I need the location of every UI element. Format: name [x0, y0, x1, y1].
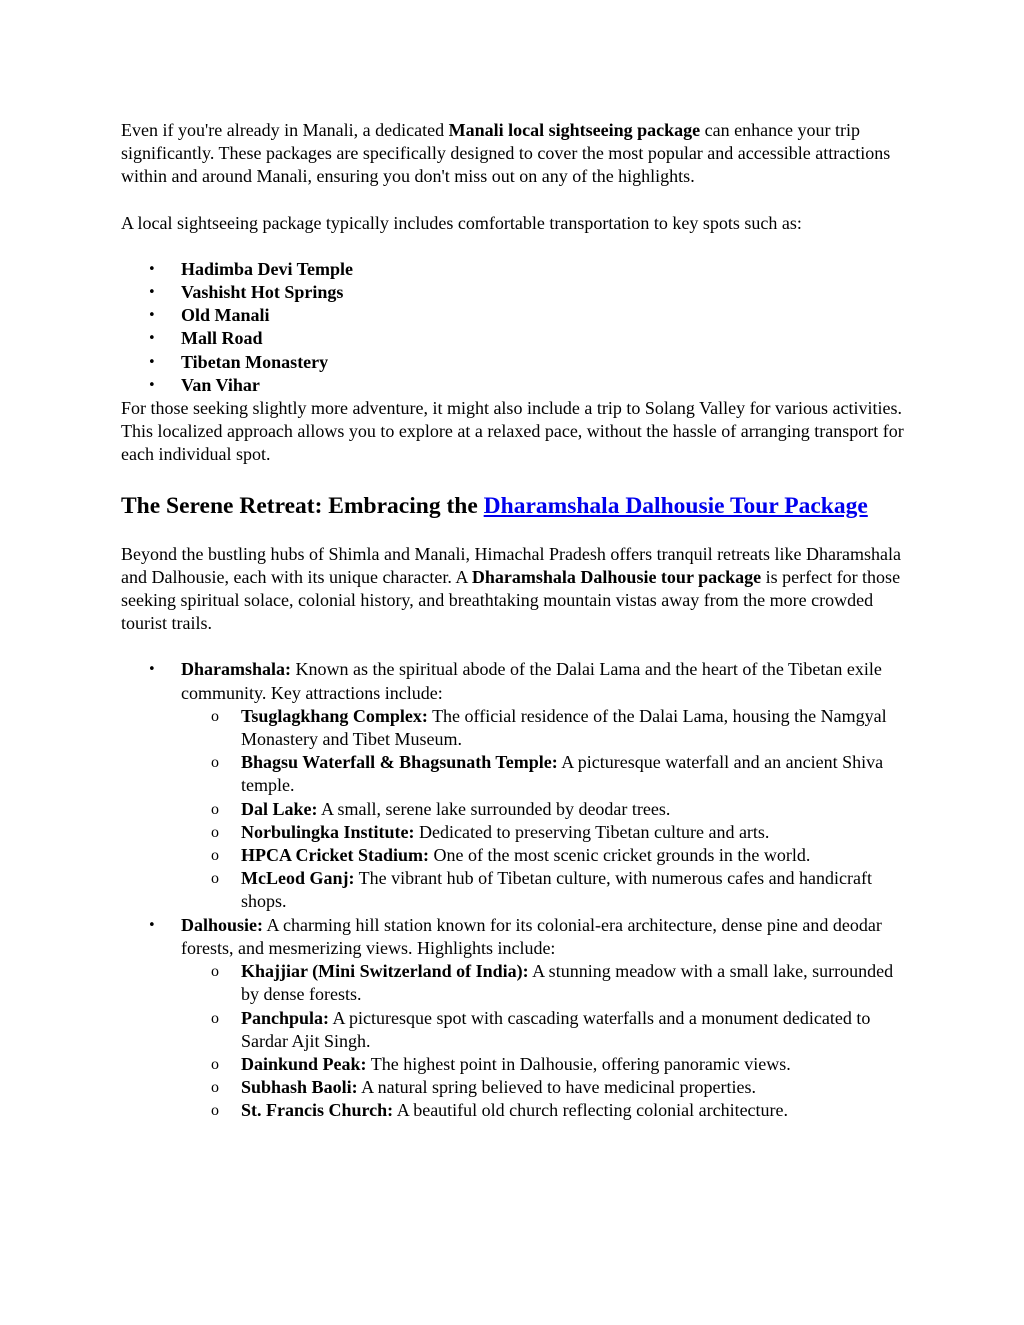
sub-bullet-icon: o — [211, 707, 219, 725]
sub-bullet-icon: o — [211, 847, 219, 865]
list-item: o McLeod Ganj: The vibrant hub of Tibetan culture, with numerous cafes and handicraft shops. — [211, 868, 873, 912]
list-item: • Hadimba Devi Temple — [121, 258, 911, 281]
list-item: o Panchpula: A picturesque spot with cascading waterfalls and a monument dedicated to Sardar Ajit Singh. — [211, 1007, 871, 1051]
sub-bullet-icon: o — [211, 823, 219, 841]
bullet-icon: • — [148, 377, 156, 393]
sub-bullet-icon: o — [211, 1055, 219, 1073]
sub-bullet-icon: o — [211, 870, 219, 888]
attractions-list — [121, 258, 911, 397]
destinations-list — [121, 658, 911, 1122]
retreat-paragraph: Beyond the bustling hubs of Shimla and Manali, Himachal Pradesh offers tranquil retreats like Dharamshala and Dalhousie, each with its unique character. A Dharamshala Dalhousie tour package is perfect for those seeking spiritual solace, colonial history, and breathtaking mountain vistas away from the more crowded tourist trails. — [121, 543, 901, 634]
dharamshala-dalhousie-link[interactable]: Dharamshala Dalhousie Tour Package — [483, 492, 868, 519]
bullet-icon: • — [148, 354, 156, 370]
dharamshala-package-term: Dharamshala Dalhousie tour package — [471, 566, 762, 587]
section-heading: The Serene Retreat: Embracing the Dharamshala Dalhousie Tour Package — [121, 492, 868, 519]
lead-paragraph: A local sightseeing package typically includes comfortable transportation to key spots such as: — [121, 212, 802, 233]
list-item: • Vashisht Hot Springs — [121, 281, 911, 304]
adventure-paragraph: For those seeking slightly more adventure, it might also include a trip to Solang Valley for various activities. This localized approach allows you to explore at a relaxed pace, without the hassle of arranging transport for each individual spot. — [121, 398, 904, 465]
list-item: o Norbulingka Institute: Dedicated to preserving Tibetan culture and arts. — [181, 821, 911, 844]
list-item: o HPCA Cricket Stadium: One of the most scenic cricket grounds in the world. — [181, 844, 911, 867]
list-item: o Subhash Baoli: A natural spring believed to have medicinal properties. — [181, 1076, 911, 1099]
dalhousie-attractions — [181, 960, 911, 1122]
sub-bullet-icon: o — [211, 1009, 219, 1027]
sub-bullet-icon: o — [211, 800, 219, 818]
intro-paragraph: Even if you're already in Manali, a dedicated Manali local sightseeing package can enhance your trip significantly. These packages are specifically designed to cover the most popular and accessible attractions within and around Manali, ensuring you don't miss out on any of the highlights. — [121, 120, 891, 187]
list-item: o Dainkund Peak: The highest point in Dalhousie, offering panoramic views. — [181, 1053, 911, 1076]
list-item: o Bhagsu Waterfall & Bhagsunath Temple: A picturesque waterfall and an ancient Shiva temple. — [211, 752, 884, 796]
bullet-icon: • — [148, 261, 156, 277]
sub-bullet-icon: o — [211, 963, 219, 981]
list-item: • Mall Road — [121, 327, 911, 350]
list-item: o Tsuglagkhang Complex: The official residence of the Dalai Lama, housing the Namgyal Monastery and Tibet Museum. — [211, 705, 887, 750]
bullet-icon: • — [148, 308, 156, 324]
list-item: • Tibetan Monastery — [121, 351, 911, 374]
list-item: o St. Francis Church: A beautiful old church reflecting colonial architecture. — [181, 1099, 911, 1122]
manali-package-term: Manali local sightseeing package — [448, 120, 701, 140]
list-item: o Khajjiar (Mini Switzerland of India): A stunning meadow with a small lake, surrounded by dense forests. — [211, 961, 894, 1005]
dharamshala-attractions — [181, 705, 911, 914]
list-item: o Dal Lake: A small, serene lake surrounded by deodar trees. — [181, 798, 911, 821]
destination-dharamshala: • Dharamshala: Known as the spiritual abode of the Dalai Lama and the heart of the Tibetan exile community. Key attractions include: o Tsuglagkhang Complex: The official residence of the Dalai Lama, housing the Namgyal Monastery and Tibet Museum. o Bhagsu Waterfall & Bhagsunath Temple: A picturesque waterfall and an ancient Shiva temple. o Dal Lake: A small, serene lake surrounded by deodar trees. o Norbulingka Institute: Dedicated to preserving Tibetan culture and arts. o HPCA Cricket Stadium: One of the most scenic cricket grounds in the world. o McLeod Ganj: The vibrant hub of Tibetan culture, with numerous cafes and handicraft shops. — [121, 658, 911, 913]
bullet-icon: • — [148, 285, 156, 301]
destination-dalhousie: • Dalhousie: A charming hill station known for its colonial-era architecture, dense pine and deodar forests, and mesmerizing views. Highlights include: o Khajjiar (Mini Switzerland of India): A stunning meadow with a small lake, surrounded by dense forests. o Panchpula: A picturesque spot with cascading waterfalls and a monument dedicated to Sardar Ajit Singh. o Dainkund Peak: The highest point in Dalhousie, offering panoramic views. o Subhash Baoli: A natural spring believed to have medicinal properties. o St. Francis Church: A beautiful old church reflecting colonial architecture. — [121, 914, 911, 1123]
list-item: • Old Manali — [121, 304, 911, 327]
sub-bullet-icon: o — [211, 754, 219, 772]
bullet-icon: • — [148, 662, 156, 678]
bullet-icon: • — [148, 331, 156, 347]
document-page — [121, 119, 911, 1123]
sub-bullet-icon: o — [211, 1079, 219, 1097]
list-item: • Van Vihar — [121, 374, 911, 397]
sub-bullet-icon: o — [211, 1102, 219, 1120]
bullet-icon: • — [148, 917, 156, 933]
